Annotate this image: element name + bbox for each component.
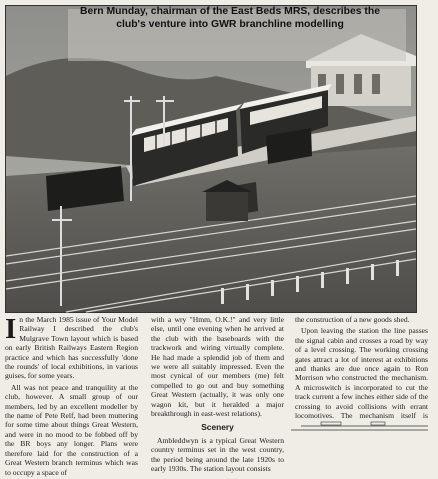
paragraph-2: All was not peace and tranquility at the club, however. A small group of our members, led by an excellent modeller by the name of Pete Relf, had been muttering for some time about things Great Western, and were in no mood to be fobbed off by the BR boys any longer. Plans were therefore laid for the construction of a Great Western branch terminus which was to occupy a space of [5, 382, 138, 477]
paragraph-5: the construction of a new goods shed. [295, 315, 410, 324]
track-plan-diagram [291, 420, 428, 436]
article-column-3 [295, 315, 428, 432]
paragraph-3: with a wry "Hmm, O.K.!" and very little else, until one evening when he arrived at the club with the baseboards with the trackwork and wiring virtually complete. He had made a splendid job of them and we were all suitably impressed. Even the most cynical of our members (me) felt compelled to go out and buy something Great Western (actually, it was only one wagon kit, but it heralded a major breakthrough in east-west relations). [151, 315, 284, 419]
article-column-1 [5, 315, 138, 479]
paragraph-4: Ambleddwyn is a typical Great Western country terminus set in the west country, the period being around the late 1920s to early 1930s. The station layout consists [151, 435, 284, 474]
model-railway-photo [6, 6, 416, 312]
article-headline: Bern Munday, chairman of the East Beds MRS, describes the club's venture into GWR branchline modelling [79, 6, 381, 30]
paragraph-6: Upon leaving the station the line passes the signal cabin and crosses a road by way of a level crossing. The working crossing gates attract a lot of interest at exhibitions and thanks are due once again to Ron Morrison who constructed the mechanism. A microswitch is incorporated to cut the track current a few inches either side of the crossing to avoid collisions with errant locomotives. The mechanism itself is [295, 326, 428, 421]
article-column-2 [151, 315, 284, 476]
section-heading-scenery: Scenery [201, 422, 234, 433]
paragraph-1: In the March 1985 issue of Your Model Railway I described the club's Mulgrave Town layout which is based on early British Railways Eastern Region practice and which has successfully 'done the rounds' of local exhibitions, in various guises, for some years. [5, 313, 138, 381]
layout-photo [5, 5, 417, 313]
